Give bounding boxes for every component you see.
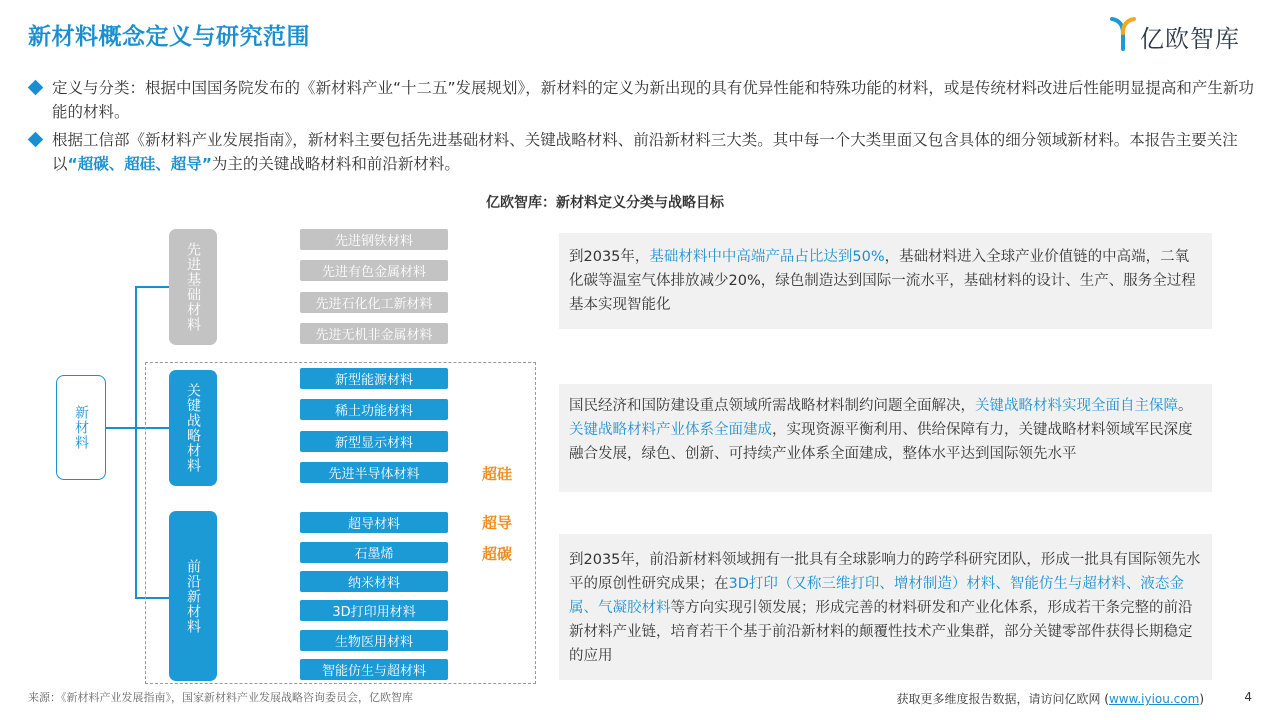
item-basic: 先进无机非金属材料 [300,323,448,344]
category-strategic: 关键战略材料 [169,370,217,486]
panel-highlight: 关键战略材料产业体系全面建成 [569,422,772,438]
connector-line [135,286,137,598]
item-frontier: 超导材料 [300,512,448,533]
panel-highlight: 基础材料中中高端产品占比达到50% [649,249,885,265]
diamond-bullet-icon [28,132,44,148]
bullet-scope [30,128,1260,176]
logo [1110,14,1250,58]
panel-highlight: 3D打印（又称三维打印、增材制造）材料、智能仿生与超材料、液态金属、气凝胶材料 [569,576,1184,616]
website-link[interactable]: www.iyiou.com [1108,692,1200,706]
logo-text: 亿欧智库 [1140,24,1240,53]
tag-super-carbon: 超碳 [482,545,513,563]
item-basic: 先进有色金属材料 [300,260,448,281]
tag-super-silicon: 超硅 [482,465,513,483]
item-strategic: 先进半导体材料 [300,462,448,483]
more-info: 获取更多维度报告数据，请访问亿欧网 (www.iyiou.com) [896,692,1204,706]
category-frontier: 前沿新材料 [169,511,217,681]
connector-line [105,427,135,429]
item-frontier: 生物医用材料 [300,630,448,651]
item-frontier: 智能仿生与超材料 [300,659,448,680]
item-strategic: 新型能源材料 [300,368,448,389]
bullet-text: 定义与分类：根据中国国务院发布的《新材料产业“十二五”发展规划》，新材料的定义为新出现的具有优异性能和特殊功能的材料，或是传统材料改进后性能明显提高和产生新功能的材料。 [52,79,1254,121]
logo-icon [1110,17,1136,55]
page-title: 新材料概念定义与研究范围 [28,24,310,50]
page-number: 4 [1244,690,1252,704]
figure-title: 亿欧智库：新材料定义分类与战略目标 [486,195,724,211]
item-frontier: 石墨烯 [300,542,448,563]
item-basic: 先进石化化工新材料 [300,292,448,313]
root-node: 新材料 [56,375,106,480]
tag-superconductor: 超导 [482,514,513,532]
connector-line [135,286,169,288]
item-frontier: 纳米材料 [300,571,448,592]
diamond-bullet-icon [28,80,44,96]
panel-highlight: 关键战略材料实现全面自主保障 [975,398,1178,414]
bullet-text-end: 为主的关键战略材料和前沿新材料。 [211,155,460,173]
item-basic: 先进钢铁材料 [300,229,448,250]
item-frontier: 3D打印用材料 [300,600,448,621]
source-note: 来源：《新材料产业发展指南》，国家新材料产业发展战略咨询委员会，亿欧智库 [28,691,413,704]
goal-panel-strategic: 国民经济和国防建设重点领域所需战略材料制约问题全面解决，关键战略材料实现全面自主保障。关键战略材料产业体系全面建成，实现资源平衡利用、供给保障有力，关键战略材料领域军民深度融合发展，绿色、创新、可持续产业体系全面建成，整体水平达到国际领先水平 [559,384,1212,492]
goal-panel-basic: 到2035年，基础材料中中高端产品占比达到50%，基础材料进入全球产业价值链的中高端，二氧化碳等温室气体排放减少20%，绿色制造达到国际一流水平，基础材料的设计、生产、服务全过程基本实现智能化 [559,233,1212,329]
bullet-highlight: “超碳、超硅、超导” [67,155,212,173]
goal-panel-frontier: 到2035年，前沿新材料领域拥有一批具有全球影响力的跨学科研究团队，形成一批具有国际领先水平的原创性研究成果；在3D打印（又称三维打印、增材制造）材料、智能仿生与超材料、液态金属、气凝胶材料等方向实现引领发展；形成完善的材料研发和产业化体系，形成若干条完整的前沿新材料产业链，培育若干个基于前沿新材料的颠覆性技术产业集群，部分关键零部件获得长期稳定的应用 [559,534,1212,680]
category-basic: 先进基础材料 [169,229,217,345]
item-strategic: 新型显示材料 [300,431,448,452]
bullet-text: 根据工信部《新材料产业发展指南》，新材料主要包括先进基础材料、关键战略材料、前沿新材料三大类。其中每一个大类里面又包含具体的细分领域新材料。本报告主要关注以 [52,131,1238,173]
bullet-definition [30,76,1260,124]
item-strategic: 稀土功能材料 [300,399,448,420]
